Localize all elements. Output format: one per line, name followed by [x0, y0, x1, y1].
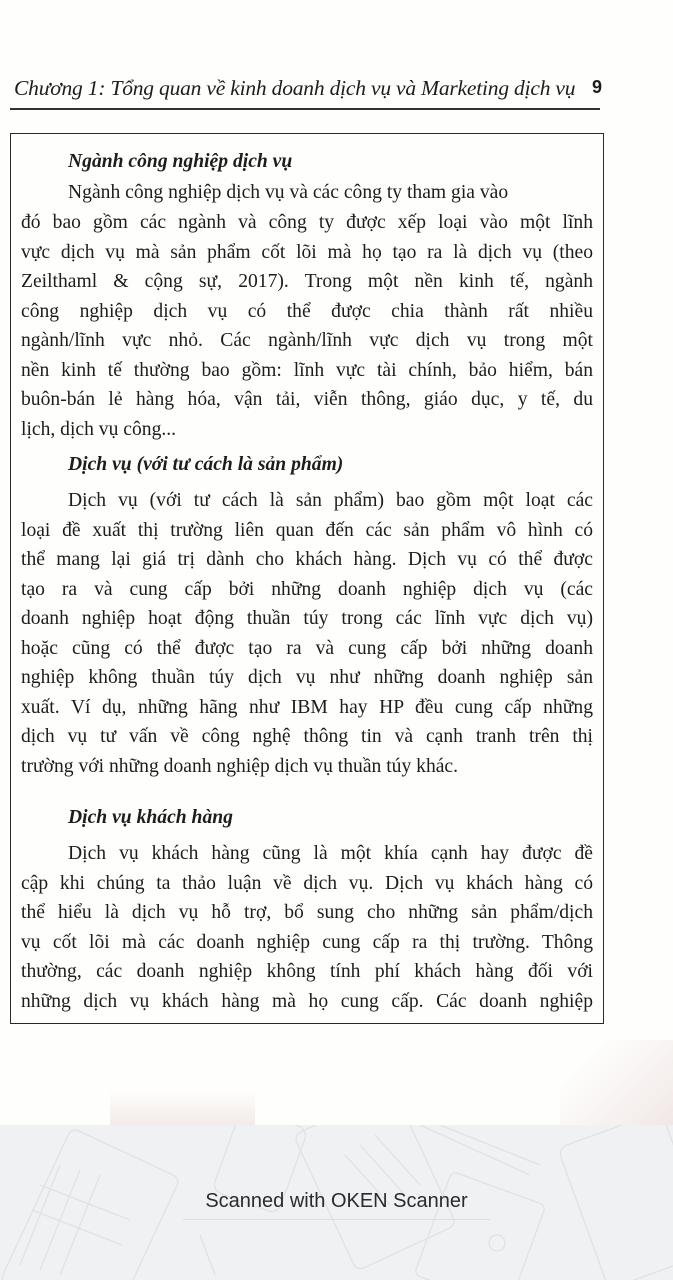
section-heading: Ngành công nghiệp dịch vụ [68, 151, 293, 172]
paragraph-line: thường, các doanh nghiệp không tính phí khách hàng đối với [21, 961, 593, 982]
paragraph-line: nghiệp không thuần túy dịch vụ như những doanh nghiệp sản [21, 667, 593, 688]
paragraph-line: nền kinh tế thường bao gồm: lĩnh vực tài chính, bảo hiểm, bán [21, 360, 593, 381]
paper-shadow [110, 1090, 255, 1125]
paragraph-line: công nghiệp dịch vụ có thể được chia thành rất nhiều [21, 301, 593, 322]
paragraph-line: những dịch vụ khách hàng mà họ cung cấp. Các doanh nghiệp [21, 991, 593, 1012]
paragraph-line: doanh nghiệp hoạt động thuần túy trong các lĩnh vực dịch vụ) [21, 608, 593, 629]
paragraph-line: vụ cốt lõi mà các doanh nghiệp cung cấp ra thị trường. Thông [21, 932, 593, 953]
paragraph-line: thể hiểu là dịch vụ hỗ trợ, bổ sung cho những sản phẩm/dịch [21, 902, 593, 923]
paper-shadow [560, 1040, 673, 1125]
chapter-title: Chương 1: Tổng quan về kinh doanh dịch vụ và Marketing dịch vụ [14, 76, 576, 100]
header-divider [10, 108, 600, 110]
paragraph-line: trường với những doanh nghiệp dịch vụ thuần túy khác. [21, 756, 459, 777]
section-heading: Dịch vụ khách hàng [68, 807, 233, 828]
section-heading: Dịch vụ (với tư cách là sản phẩm) [68, 454, 344, 475]
paragraph-line: vực dịch vụ mà sản phẩm cốt lõi mà họ tạo ra là dịch vụ (theo [21, 242, 593, 263]
text-box [10, 133, 604, 1024]
paragraph-line: buôn-bán lẻ hàng hóa, vận tải, viễn thông, giáo dục, y tế, du [21, 389, 593, 410]
paragraph-line: Ngành công nghiệp dịch vụ và các công ty tham gia vào [68, 182, 509, 203]
paragraph-line: dịch vụ tư vấn về công nghệ thông tin và cạnh tranh trên thị [21, 726, 593, 747]
paragraph-line: Zeilthaml & cộng sự, 2017). Trong một nền kinh tế, ngành [21, 271, 593, 292]
watermark-underline [183, 1219, 490, 1220]
paragraph-line: hoặc cũng có thể được tạo ra và cung cấp bởi những doanh [21, 638, 593, 659]
paragraph-line: cập khi chúng ta thảo luận về dịch vụ. Dịch vụ khách hàng có [21, 873, 593, 894]
paragraph-line: loại đề xuất thị trường liên quan đến các sản phẩm vô hình có [21, 520, 593, 541]
paragraph-line: lịch, dịch vụ công... [21, 419, 177, 440]
paragraph-line: xuất. Ví dụ, những hãng như IBM hay HP đều cung cấp những [21, 697, 593, 718]
paragraph-line: Dịch vụ khách hàng cũng là một khía cạnh hay được đề [68, 843, 593, 864]
paragraph-line: đó bao gồm các ngành và công ty được xếp loại vào một lĩnh [21, 212, 593, 233]
paragraph-line: ngành/lĩnh vực nhỏ. Các ngành/lĩnh vực dịch vụ trong một [21, 330, 593, 351]
page-number: 9 [591, 77, 602, 97]
paragraph-line: Dịch vụ (với tư cách là sản phẩm) bao gồm một loạt các [68, 490, 593, 511]
paragraph-line: thể mang lại giá trị dành cho khách hàng. Dịch vụ có thể được [21, 549, 593, 570]
running-header [14, 76, 602, 106]
paragraph-line: tạo ra và cung cấp bởi những doanh nghiệp dịch vụ (các [21, 579, 593, 600]
scanner-watermark: Scanned with OKEN Scanner [205, 1190, 468, 1212]
